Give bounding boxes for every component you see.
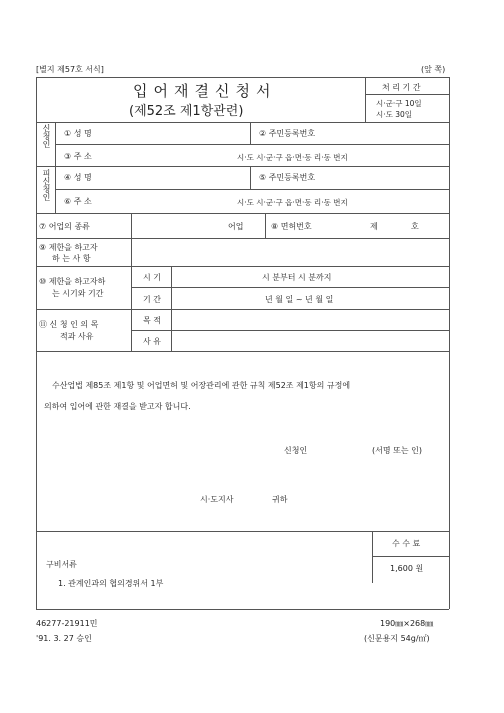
applicant-id-label: ② 주민등록번호 bbox=[259, 129, 316, 138]
footer-size: 190㎜×268㎜ bbox=[380, 619, 434, 628]
col-sep-license bbox=[265, 213, 266, 238]
row-sep-applicant-top bbox=[36, 122, 449, 123]
col-sep-labels bbox=[131, 213, 132, 351]
outer-right-border bbox=[449, 77, 450, 609]
col-sep-section bbox=[55, 122, 56, 213]
time-fields: 시 분부터 시 분까지 bbox=[262, 273, 332, 282]
processing-box-divider bbox=[365, 94, 449, 95]
duration-label: 기 간 bbox=[143, 295, 161, 304]
period-label-line1: ⑩ 제한을 하고자하 bbox=[39, 277, 106, 286]
outer-left-border bbox=[36, 77, 37, 609]
col-sep-respondent-id bbox=[250, 166, 251, 189]
applicant-address-label: ③ 주 소 bbox=[64, 152, 92, 161]
row-sep-period-top bbox=[36, 266, 449, 267]
outer-bottom-border bbox=[36, 609, 449, 610]
restriction-label-line1: ⑨ 제한을 하고자 bbox=[39, 243, 98, 252]
reason-label: 사 유 bbox=[143, 337, 161, 346]
page-side-label: (앞 쪽) bbox=[421, 65, 446, 74]
applicant-name-label: ① 성 명 bbox=[64, 129, 92, 138]
recipient: 시·도지사 bbox=[200, 495, 234, 504]
col-sep-applicant-id bbox=[250, 122, 251, 144]
restriction-label-line2: 하 는 사 항 bbox=[52, 254, 91, 263]
row-sep-period-mid bbox=[131, 287, 449, 288]
applicant-address-fields: 시·도 시·군·구 읍·면·동 리·동 번지 bbox=[237, 153, 348, 162]
period-label-line2: 는 시기와 기간 bbox=[52, 289, 104, 298]
form-title: 입어재결신청서 bbox=[133, 82, 277, 100]
respondent-name-label: ④ 성 명 bbox=[64, 173, 92, 182]
row-sep-respondent-mid bbox=[55, 189, 449, 190]
row-sep-documents-top bbox=[36, 531, 449, 532]
footer-code: 46277-21911민 bbox=[36, 619, 98, 628]
row-sep-fishing-top bbox=[36, 213, 449, 214]
col-sep-sublabels bbox=[171, 266, 172, 351]
fee-divider bbox=[372, 556, 449, 557]
license-prefix: 제 bbox=[370, 222, 378, 231]
row-sep-purpose-top bbox=[36, 309, 449, 310]
recipient-suffix: 귀하 bbox=[272, 495, 288, 504]
statement-line1: 수산업법 제85조 제1항 및 어업면허 및 어장관리에 관한 규칙 제52조 제1항의 규정에 bbox=[52, 381, 351, 390]
footer-approval: '91. 3. 27 승인 bbox=[36, 634, 92, 643]
license-suffix: 호 bbox=[411, 222, 419, 231]
duration-fields: 년 월 일 ~ 년 월 일 bbox=[265, 295, 334, 304]
processing-row-1: 시·군·구 10일 bbox=[376, 99, 422, 108]
footer-paper: (신문용지 54g/㎡) bbox=[364, 634, 430, 643]
fishing-type-suffix: 어업 bbox=[228, 222, 244, 231]
signature-label: (서명 또는 인) bbox=[372, 446, 422, 455]
respondent-address-fields: 시·도 시·군·구 읍·면·동 리·동 번지 bbox=[237, 198, 348, 207]
goal-label: 목 적 bbox=[143, 316, 161, 325]
fee-value: 1,600 원 bbox=[390, 564, 424, 573]
form-subtitle: (제52조 제1항관련) bbox=[129, 104, 244, 119]
processing-label: 처 리 기 간 bbox=[382, 83, 421, 92]
applicant-sign-label: 신청인 bbox=[284, 446, 308, 455]
row-sep-respondent-top bbox=[36, 166, 449, 167]
statement-line2: 의하여 입어에 관한 재결을 받고자 합니다. bbox=[44, 402, 191, 411]
applicant-section-label: 신청인 bbox=[42, 124, 51, 148]
respondent-section-label: 피신청인 bbox=[42, 169, 51, 201]
fishing-type-label: ⑦ 어업의 종류 bbox=[39, 222, 90, 231]
row-sep-restriction-top bbox=[36, 238, 449, 239]
documents-label: 구비서류 bbox=[46, 560, 77, 569]
row-sep-applicant-mid bbox=[55, 144, 449, 145]
time-label: 시 기 bbox=[143, 273, 161, 282]
row-sep-statement-top bbox=[36, 351, 449, 352]
col-sep-fee bbox=[372, 531, 373, 583]
purpose-label-line1: ⑪ 신 청 인 의 목 bbox=[39, 320, 99, 329]
form-number: [별지 제57호 서식] bbox=[36, 65, 104, 74]
respondent-address-label: ⑥ 주 소 bbox=[64, 197, 92, 206]
documents-item-1: 1. 관계인과의 협의경위서 1부 bbox=[58, 579, 164, 588]
purpose-label-line2: 적과 사유 bbox=[60, 332, 94, 341]
processing-box-left bbox=[365, 77, 366, 122]
fee-label: 수 수 료 bbox=[392, 539, 421, 548]
outer-top-border bbox=[36, 77, 449, 78]
respondent-id-label: ⑤ 주민등록번호 bbox=[259, 173, 316, 182]
processing-row-2: 시·도 30일 bbox=[376, 110, 413, 119]
license-label: ⑧ 면허번호 bbox=[271, 222, 312, 231]
row-sep-purpose-mid bbox=[131, 330, 449, 331]
